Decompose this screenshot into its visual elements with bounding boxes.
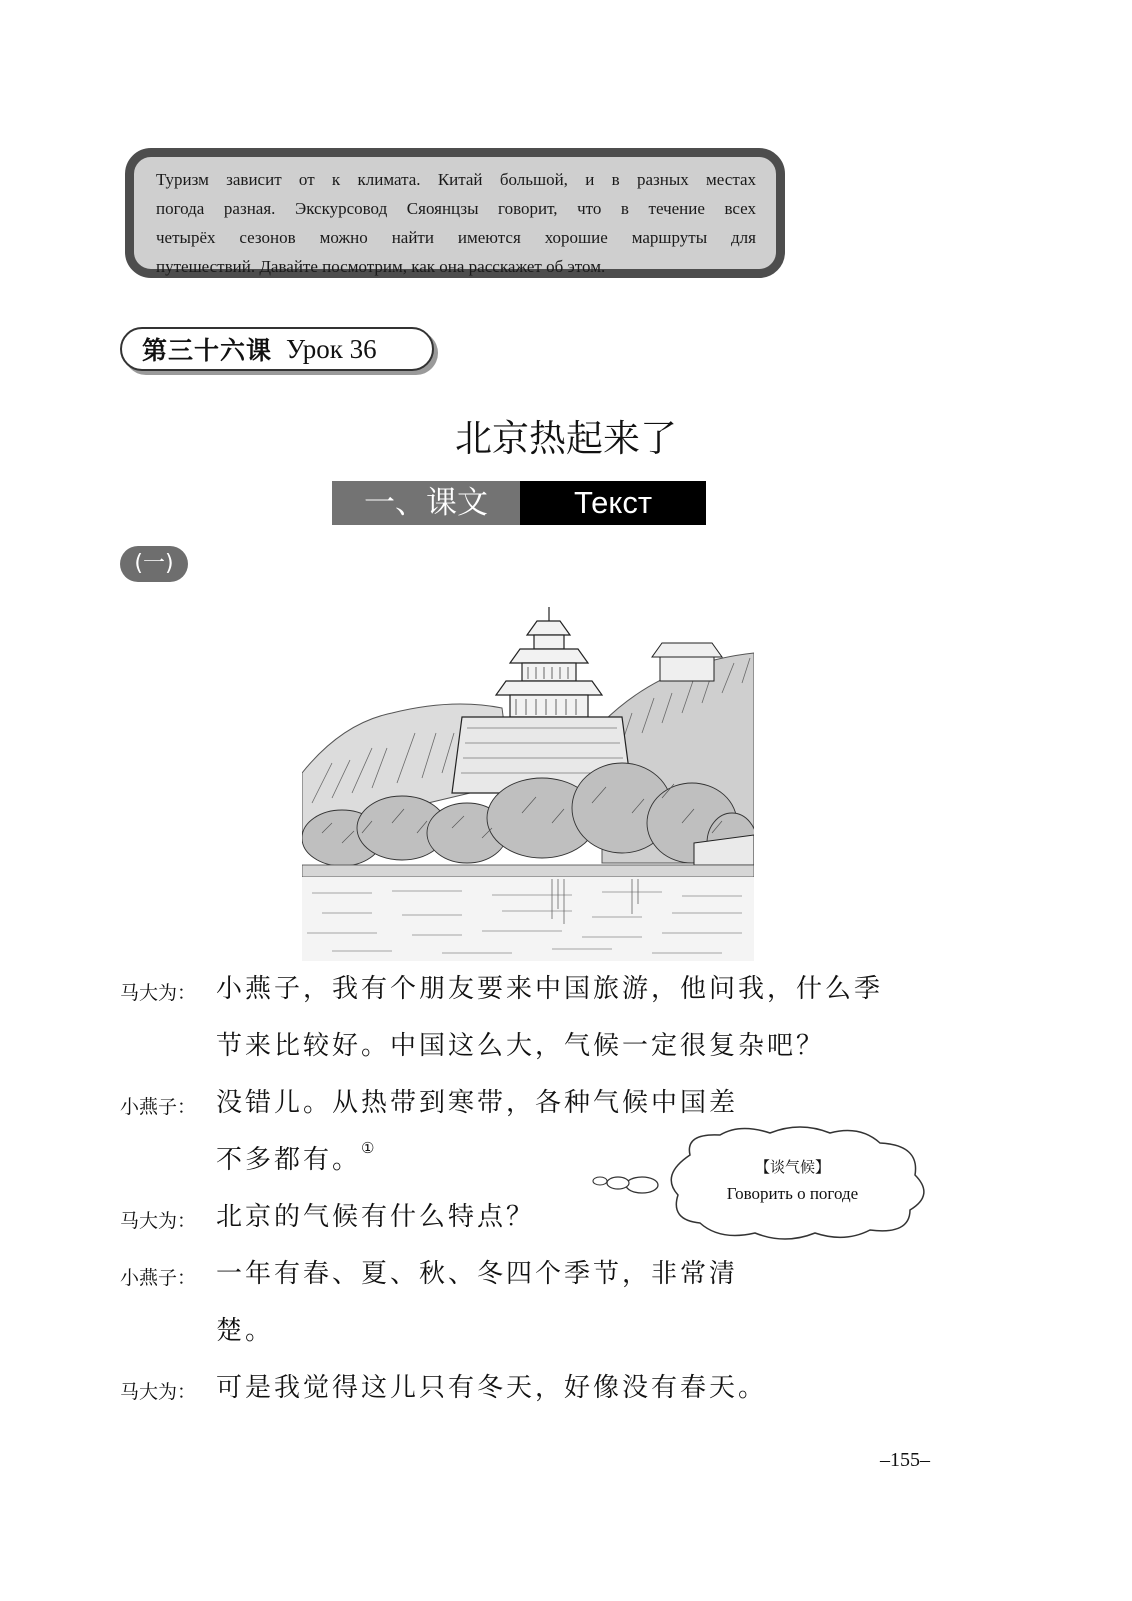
dialogue-line <box>120 1025 920 1082</box>
speaker-label: 小燕子： <box>120 1267 197 1289</box>
lesson-number-ru: Урок 36 <box>286 333 377 364</box>
lesson-number-zh: 第三十六课 <box>142 336 273 365</box>
intro-line: путешествий. Давайте посмотрим, как она расскажет об этом. <box>156 257 606 276</box>
lesson-title: 北京热起来了 <box>455 417 677 460</box>
part-badge: (一) <box>120 546 188 582</box>
speaker-label: 马大为： <box>120 1210 197 1232</box>
utterance-text: 一年有春、夏、秋、冬四个季节，非常清 <box>216 1259 739 1289</box>
speaker-label: 小燕子： <box>120 1096 197 1118</box>
dialogue-line <box>120 968 920 1025</box>
speaker-label: 马大为： <box>120 1381 197 1403</box>
bubble-label-ru: Говорить о погоде <box>726 1184 859 1203</box>
utterance-text <box>216 1139 374 1176</box>
intro-line: четырёх сезонов можно найти имеются хорошие маршруты для <box>156 228 756 247</box>
section-label-zh: 一、课文 <box>332 481 520 525</box>
bubble-label-zh: 【谈气候】 <box>754 1158 830 1176</box>
lesson-number-badge <box>120 327 434 371</box>
intro-box <box>125 148 785 278</box>
utterance-text: 北京的气候有什么特点？ <box>216 1202 536 1232</box>
utterance-text: 可是我觉得这儿只有冬天，好像没有春天。 <box>216 1373 768 1403</box>
thought-bubble <box>590 1125 935 1240</box>
intro-line: Туризм зависит от к климата. Китай большой, и в разных местах <box>156 170 756 189</box>
utterance-text: 节来比较好。中国这么大，气候一定很复杂吧？ <box>216 1031 826 1061</box>
utterance-text: 没错儿。从热带到寒带，各种气候中国差 <box>216 1088 739 1118</box>
utterance-text: 楚。 <box>216 1316 275 1346</box>
dialogue-line <box>120 1253 920 1310</box>
section-header <box>332 481 706 525</box>
footnote-marker: ① <box>361 1139 375 1157</box>
utterance-text: 小燕子，我有个朋友要来中国旅游，他问我，什么季 <box>216 974 884 1004</box>
dialogue-line <box>120 1310 920 1367</box>
dialogue-line <box>120 1367 920 1424</box>
page-number: –155– <box>880 1449 930 1471</box>
intro-line: погода разная. Экскурсовод Сяоянцзы говорит, что в течение всех <box>156 199 756 218</box>
summer-palace-illustration <box>302 603 754 961</box>
section-label-ru: Текст <box>520 481 706 525</box>
speaker-label: 马大为： <box>120 982 197 1004</box>
utterance-body: 不多都有。 <box>216 1145 362 1175</box>
